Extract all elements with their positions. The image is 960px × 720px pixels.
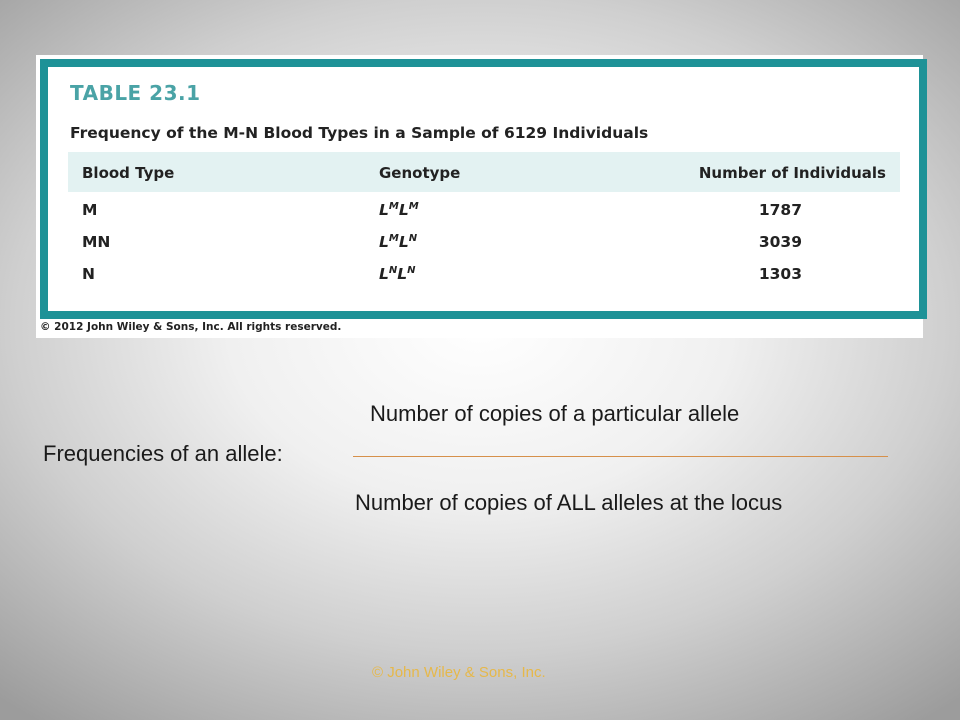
footer-copyright: © John Wiley & Sons, Inc. bbox=[372, 664, 546, 681]
table-body bbox=[68, 201, 900, 297]
header-genotype: Genotype bbox=[379, 164, 461, 182]
table-header-row bbox=[68, 152, 900, 192]
table-figure bbox=[36, 55, 923, 338]
fraction-numerator: Number of copies of a particular allele bbox=[370, 401, 740, 426]
cell-blood-type: N bbox=[82, 265, 95, 283]
fraction-bar bbox=[353, 456, 888, 457]
cell-blood-type: M bbox=[82, 201, 98, 219]
formula-label: Frequencies of an allele: bbox=[43, 441, 283, 466]
table-frame bbox=[40, 59, 927, 319]
fraction-denominator: Number of copies of ALL alleles at the locus bbox=[355, 490, 783, 515]
table-label: TABLE 23.1 bbox=[70, 81, 201, 105]
table-row bbox=[68, 201, 900, 233]
cell-blood-type: MN bbox=[82, 233, 111, 251]
cell-genotype: $L^NL^N$ bbox=[379, 265, 416, 284]
cell-count: 1303 bbox=[758, 265, 802, 283]
table-row bbox=[68, 265, 900, 297]
table-copyright: © 2012 John Wiley & Sons, Inc. All rights reserved. bbox=[40, 321, 342, 333]
table-row bbox=[68, 233, 900, 265]
table-caption: Frequency of the M-N Blood Types in a Sample of 6129 Individuals bbox=[70, 124, 649, 142]
header-number-of-individuals: Number of Individuals bbox=[698, 164, 886, 182]
cell-genotype: $L^ML^M$ bbox=[379, 201, 419, 220]
cell-count: 1787 bbox=[758, 201, 802, 219]
header-blood-type: Blood Type bbox=[82, 164, 175, 182]
cell-count: 3039 bbox=[758, 233, 802, 251]
cell-genotype: $L^ML^N$ bbox=[379, 233, 418, 252]
